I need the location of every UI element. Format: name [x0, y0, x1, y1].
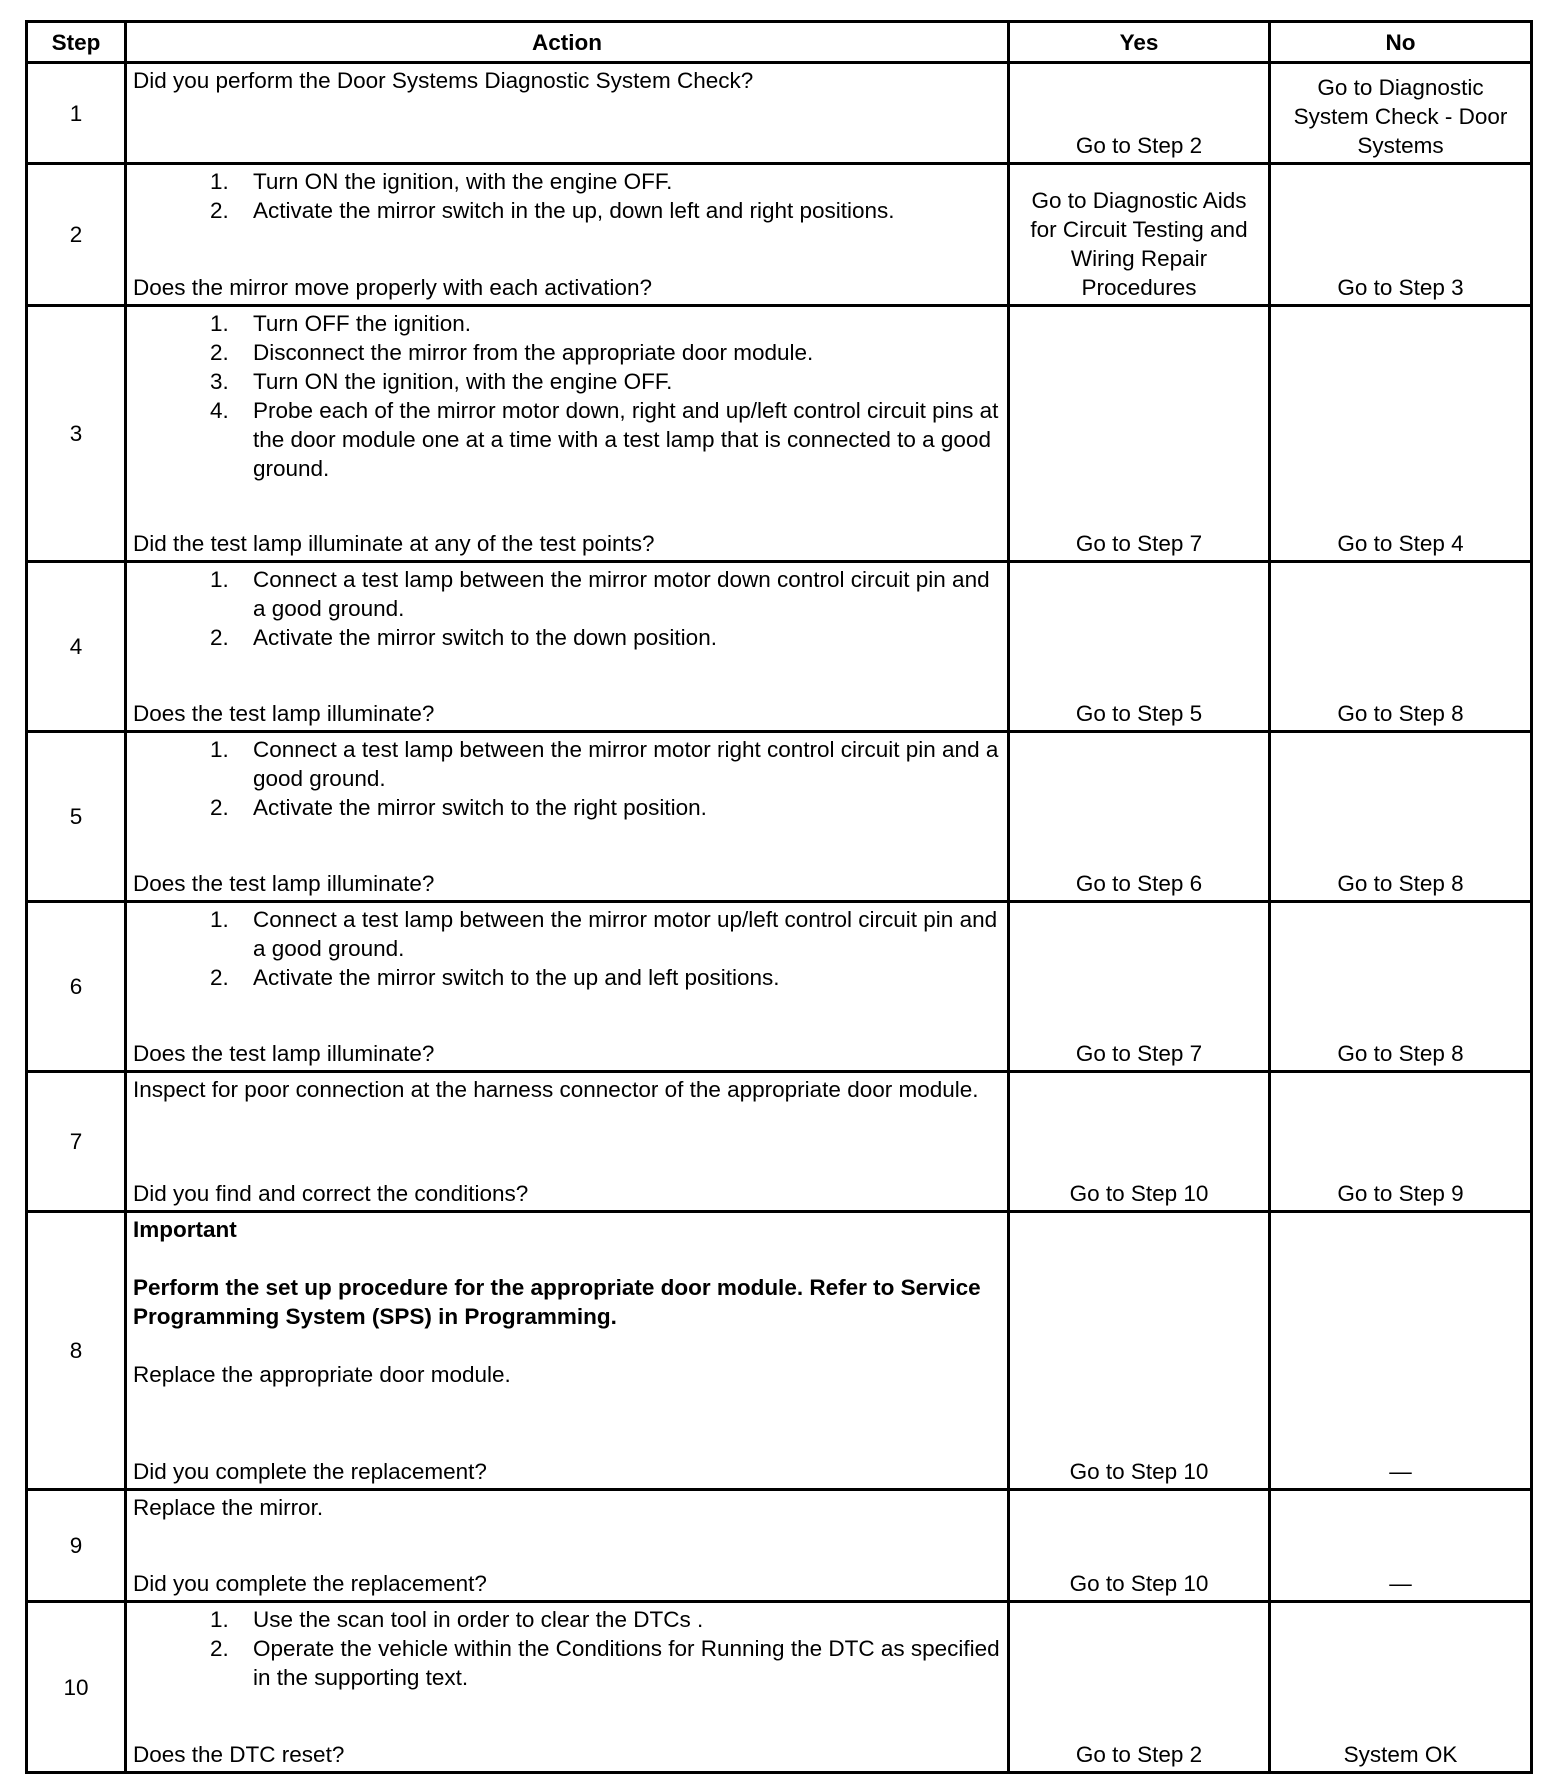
- action-body: [133, 309, 1001, 483]
- action-content: [133, 66, 1001, 160]
- action-step: 1. Connect a test lamp between the mirror motor down control circuit pin and a good ground.: [235, 565, 1001, 623]
- action-steps-list: [133, 905, 1001, 992]
- action-question: Did you find and correct the conditions?: [133, 1181, 529, 1206]
- action-body: [133, 1075, 1001, 1104]
- action-step: 2. Activate the mirror switch to the up and left positions.: [235, 963, 1001, 992]
- action-question: Did you complete the replacement?: [133, 1571, 487, 1596]
- action-text: Replace the mirror.: [133, 1495, 324, 1520]
- no-cell: —: [1270, 1490, 1532, 1602]
- table-row: [27, 63, 1532, 164]
- action-step: 1. Connect a test lamp between the mirror motor right control circuit pin and a good ground.: [235, 735, 1001, 793]
- yes-cell: Go to Step 10: [1009, 1212, 1270, 1490]
- action-cell: [126, 306, 1009, 562]
- step-cell: 3: [27, 306, 126, 562]
- action-body: [133, 1605, 1001, 1692]
- header-step: Step: [27, 22, 126, 63]
- action-question: Does the test lamp illuminate?: [133, 1041, 435, 1066]
- important-text: Perform the set up procedure for the appropriate door module. Refer to Service Programming System (SPS) in Programming.: [133, 1275, 981, 1329]
- action-content: [133, 1215, 1001, 1486]
- action-step: 2. Operate the vehicle within the Conditions for Running the DTC as specified in the supporting text.: [235, 1634, 1001, 1692]
- action-step: 2. Activate the mirror switch to the right position.: [235, 793, 1001, 822]
- action-text: Did you perform the Door Systems Diagnostic System Check?: [133, 68, 754, 93]
- no-cell: Go to Step 8: [1270, 902, 1532, 1072]
- no-cell: Go to Step 8: [1270, 732, 1532, 902]
- step-cell: 5: [27, 732, 126, 902]
- action-question: Did the test lamp illuminate at any of the test points?: [133, 531, 655, 556]
- step-cell: 6: [27, 902, 126, 1072]
- yes-cell: Go to Step 7: [1009, 902, 1270, 1072]
- action-body: [133, 905, 1001, 992]
- action-step: 2. Activate the mirror switch to the down position.: [235, 623, 1001, 652]
- action-cell: [126, 732, 1009, 902]
- no-cell: Go to Step 9: [1270, 1072, 1532, 1212]
- no-cell: Go to Step 4: [1270, 306, 1532, 562]
- action-content: [133, 565, 1001, 728]
- header-no: No: [1270, 22, 1532, 63]
- yes-cell: Go to Diagnostic Aids for Circuit Testing and Wiring Repair Procedures: [1009, 164, 1270, 306]
- table-row: [27, 1490, 1532, 1602]
- action-question: Does the DTC reset?: [133, 1742, 345, 1767]
- action-content: [133, 309, 1001, 558]
- diagnostic-table: [25, 20, 1533, 1774]
- action-step: 3. Turn ON the ignition, with the engine OFF.: [235, 367, 1001, 396]
- table-row: [27, 732, 1532, 902]
- no-cell: Go to Step 3: [1270, 164, 1532, 306]
- action-body: [133, 1493, 1001, 1522]
- action-steps-list: [133, 167, 1001, 225]
- action-body: [133, 735, 1001, 822]
- yes-cell: Go to Step 7: [1009, 306, 1270, 562]
- table-row: [27, 1212, 1532, 1490]
- table-row: [27, 902, 1532, 1072]
- yes-cell: Go to Step 10: [1009, 1490, 1270, 1602]
- step-cell: 7: [27, 1072, 126, 1212]
- action-step: 1. Connect a test lamp between the mirror motor up/left control circuit pin and a good ground.: [235, 905, 1001, 963]
- yes-cell: Go to Step 2: [1009, 1602, 1270, 1773]
- action-content: [133, 1075, 1001, 1208]
- spacer: [133, 1244, 1001, 1273]
- yes-cell: Go to Step 10: [1009, 1072, 1270, 1212]
- action-step: 1. Turn OFF the ignition.: [235, 309, 1001, 338]
- action-body: [133, 167, 1001, 225]
- no-cell: Go to Diagnostic System Check - Door Systems: [1270, 63, 1532, 164]
- no-cell: —: [1270, 1212, 1532, 1490]
- action-text: Replace the appropriate door module.: [133, 1362, 511, 1387]
- action-cell: [126, 1072, 1009, 1212]
- action-text: Inspect for poor connection at the harness connector of the appropriate door module.: [133, 1077, 979, 1102]
- action-question: Does the mirror move properly with each activation?: [133, 275, 652, 300]
- table-row: [27, 1602, 1532, 1773]
- action-cell: [126, 562, 1009, 732]
- action-steps-list: [133, 1605, 1001, 1692]
- yes-cell: Go to Step 6: [1009, 732, 1270, 902]
- step-cell: 2: [27, 164, 126, 306]
- action-step: 4. Probe each of the mirror motor down, right and up/left control circuit pins at the door module one at a time with a test lamp that is connected to a good ground.: [235, 396, 1001, 483]
- header-action: Action: [126, 22, 1009, 63]
- action-steps-list: [133, 565, 1001, 652]
- step-cell: 9: [27, 1490, 126, 1602]
- step-cell: 10: [27, 1602, 126, 1773]
- table-row: [27, 306, 1532, 562]
- action-cell: [126, 164, 1009, 306]
- action-cell: [126, 1602, 1009, 1773]
- step-cell: 4: [27, 562, 126, 732]
- action-question: Does the test lamp illuminate?: [133, 871, 435, 896]
- header-yes: Yes: [1009, 22, 1270, 63]
- action-cell: [126, 63, 1009, 164]
- action-content: [133, 1605, 1001, 1769]
- action-step: 2. Activate the mirror switch in the up, down left and right positions.: [235, 196, 1001, 225]
- header-row: [27, 22, 1532, 63]
- spacer: [133, 1331, 1001, 1360]
- action-content: [133, 167, 1001, 302]
- table-row: [27, 1072, 1532, 1212]
- action-cell: [126, 1490, 1009, 1602]
- step-cell: 8: [27, 1212, 126, 1490]
- action-steps-list: [133, 735, 1001, 822]
- action-question: Does the test lamp illuminate?: [133, 701, 435, 726]
- action-body: [133, 66, 1001, 95]
- no-cell: System OK: [1270, 1602, 1532, 1773]
- important-text: Important: [133, 1217, 237, 1242]
- action-step: 2. Disconnect the mirror from the appropriate door module.: [235, 338, 1001, 367]
- step-cell: 1: [27, 63, 126, 164]
- action-content: [133, 735, 1001, 898]
- action-question: Did you complete the replacement?: [133, 1459, 487, 1484]
- action-body: [133, 1215, 1001, 1389]
- table-row: [27, 562, 1532, 732]
- action-body: [133, 565, 1001, 652]
- no-cell: Go to Step 8: [1270, 562, 1532, 732]
- action-steps-list: [133, 309, 1001, 483]
- action-step: 1. Turn ON the ignition, with the engine OFF.: [235, 167, 1001, 196]
- action-step: 1. Use the scan tool in order to clear the DTCs .: [235, 1605, 1001, 1634]
- yes-cell: Go to Step 2: [1009, 63, 1270, 164]
- action-cell: [126, 902, 1009, 1072]
- yes-cell: Go to Step 5: [1009, 562, 1270, 732]
- action-cell: [126, 1212, 1009, 1490]
- action-content: [133, 905, 1001, 1068]
- table-row: [27, 164, 1532, 306]
- action-content: [133, 1493, 1001, 1598]
